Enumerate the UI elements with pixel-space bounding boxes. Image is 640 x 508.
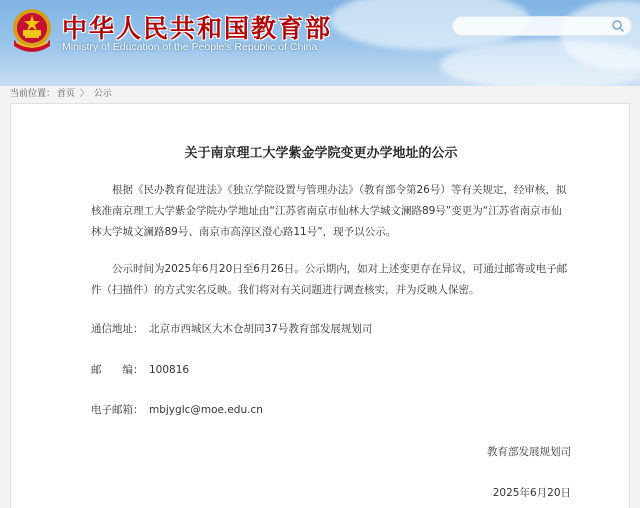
breadcrumb-notice-link[interactable]: 公示: [93, 89, 112, 99]
address-label: 通信地址：: [91, 323, 144, 335]
contact-email: [91, 400, 263, 420]
site-title[interactable]: 中华人民共和国教育部: [62, 14, 333, 43]
search-input[interactable]: [452, 16, 632, 36]
article-paragraph: 公示时间为2025年6月20日至6月26日。公示期内，如对上述变更存在异议，可通过邮寄或电子邮件（扫描件）的方式实名反映。我们将对有关问题进行调查核实，并为反映人保密。: [91, 263, 568, 296]
article-date: 2025年6月20日: [492, 487, 571, 499]
site-subtitle: Ministry of Education of the People's Republic of China: [62, 41, 318, 53]
postcode-label: 邮 编：: [91, 364, 144, 376]
article-paragraph: 根据《民办教育促进法》《独立学院设置与管理办法》（教育部令第26号）等有关规定，经审核，拟核准南京理工大学紫金学院办学地址由“江苏省南京市仙林大学城文澜路89号”变更为“江苏省南京市仙林大学城文澜路89号、南京市高淳区澄心路11号”，现予以公示。: [91, 184, 567, 238]
breadcrumb-home-link[interactable]: 首页: [57, 89, 76, 99]
breadcrumb-prefix: 当前位置：: [10, 89, 56, 99]
article-title: 关于南京理工大学紫金学院变更办学地址的公示: [184, 146, 458, 161]
contact-postcode: [91, 360, 189, 380]
article-panel: [10, 103, 630, 508]
site-header: [0, 0, 640, 86]
postcode-value: 100816: [149, 364, 190, 376]
contact-address: [91, 319, 372, 339]
email-value[interactable]: mbjyglc@moe.edu.cn: [149, 404, 263, 416]
address-value: 北京市西城区大木仓胡同37号教育部发展规划司: [149, 323, 373, 335]
breadcrumb-separator: 〉: [79, 89, 89, 99]
signature: 教育部发展规划司: [487, 446, 571, 458]
national-emblem-icon: [10, 6, 54, 54]
email-label: 电子邮箱：: [91, 404, 144, 416]
search-icon[interactable]: [611, 19, 625, 33]
breadcrumb: [0, 86, 640, 102]
